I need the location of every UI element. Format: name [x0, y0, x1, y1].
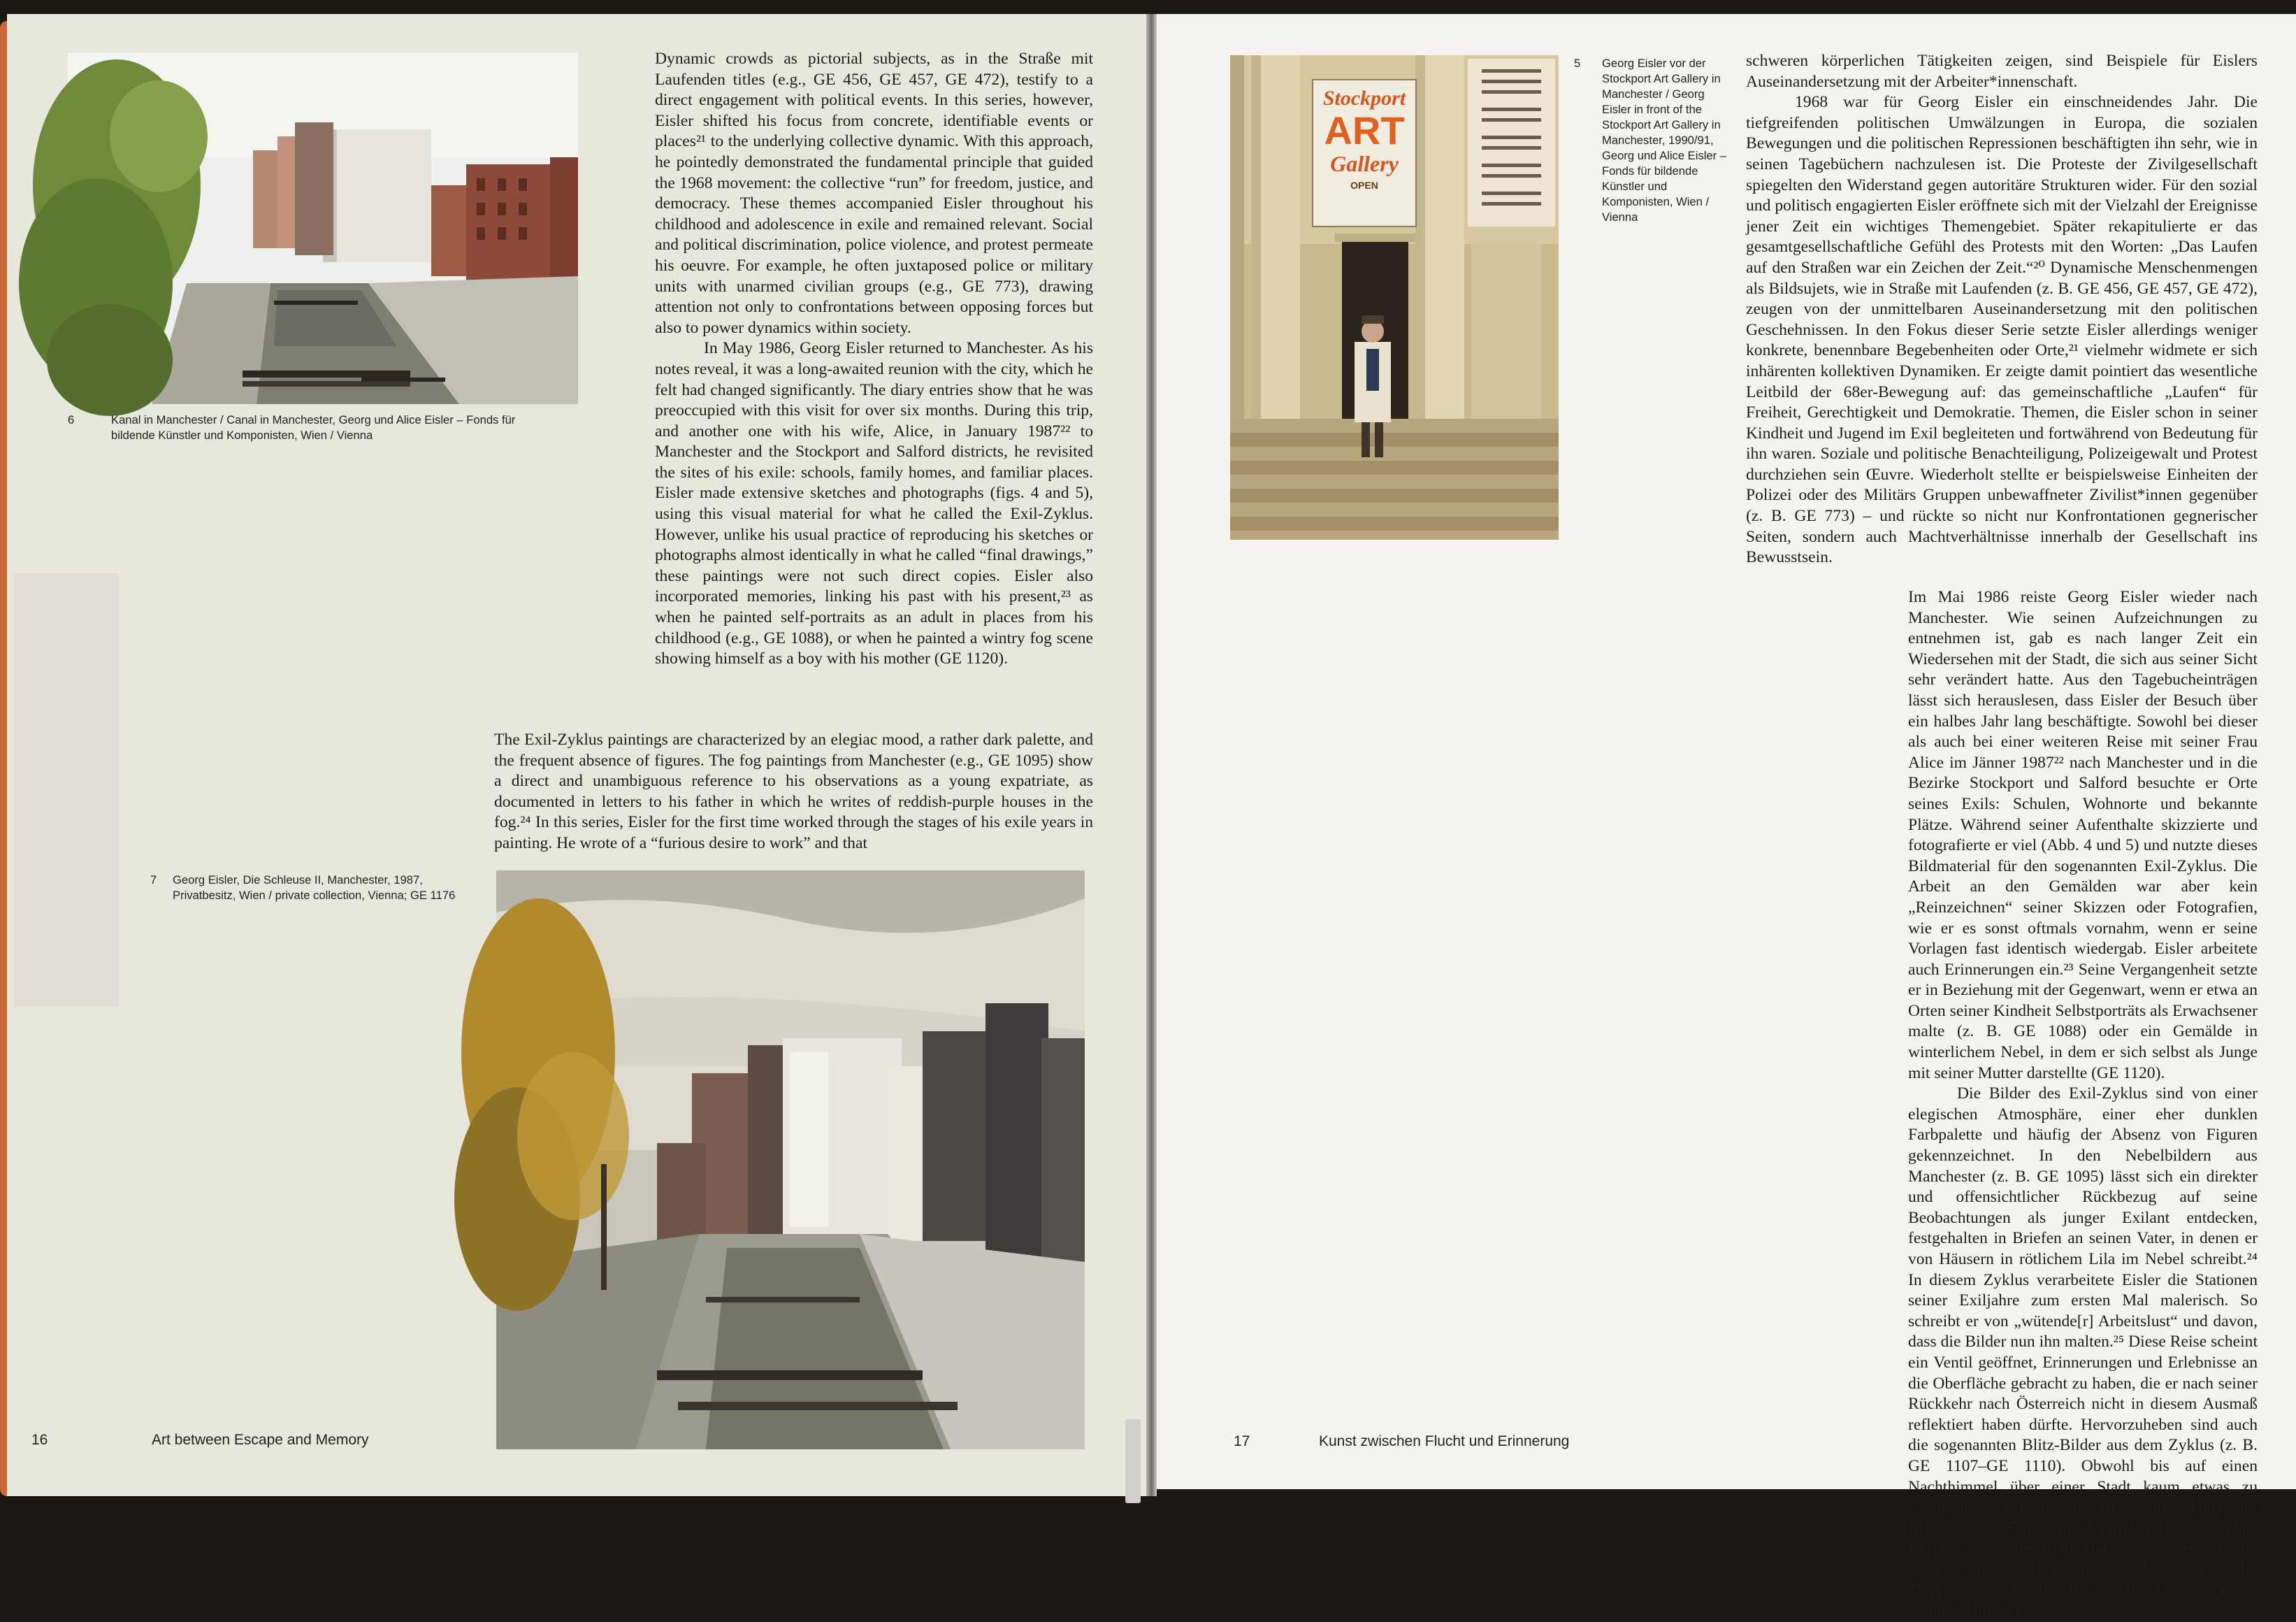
show-through-shadow — [14, 573, 119, 1007]
right-lower-text — [1908, 587, 2258, 1622]
paragraph: Im Mai 1986 reiste Georg Eisler wieder nach Manchester. Wie seinen Aufzeichnungen zu entnehmen ist, gab es nach langer Zeit ein Wiedersehen mit der Stadt, die sich aus seiner Sicht sehr verändert hatte. Aus den Tagebucheinträgen lässt sich herauslesen, dass Eisler der Besuch über ein halbes Jahr lang beschäftigte. Sowohl bei dieser als auch bei einer weiteren Reise mit seiner Frau Alice im Jänner 1987²² nach Manchester und in die Bezirke Stockport und Salford besuchte er Orte seines Exils: Schulen, Wohnorte und bekannte Plätze. Während seiner Aufenthalte skizzierte und fotografierte er viel (Abb. 4 und 5) und nutzte dieses Bildmaterial für den sogenannten Exil-Zyklus. Die Arbeit an den Gemälden war aber kein „Reinzeichnen“ seiner Skizzen oder Fotografien, wie er es sonst oftmals vornahm, wenn er seine Vorlagen fast identisch wiedergab. Eisler arbeitete auch Erinnerungen ein.²³ Seine Vergangenheit setzte er in Beziehung mit der Gegenwart, wenn er etwa an Orten seiner Kindheit Selbstporträts als Erwachsener malte (z. B. GE 1088) oder ein Gemälde in winterlichem Nebel, in dem er sich selbst als Junge mit seiner Mutter darstellte (GE 1120). — [1908, 588, 2258, 1082]
poster-art: ART — [1324, 108, 1405, 152]
caption-text: Georg Eisler, Die Schleuse II, Manchester, 1987, Privatbesitz, Wien / private collection, Vienna; GE 1176 — [173, 873, 456, 902]
right-page-number: 17 — [1234, 1433, 1250, 1449]
bookmark-ribbon — [1125, 1419, 1141, 1503]
figure-number: 5 — [1574, 57, 1581, 70]
caption-text: Kanal in Manchester / Canal in Manchester, Georg und Alice Eisler – Fonds für bildende Künstler und Komponisten, Wien / Vienna — [111, 413, 516, 442]
left-page — [7, 14, 1146, 1496]
figure-5-gallery-photo — [1230, 55, 1559, 540]
paragraph: Die Bilder des Exil-Zyklus sind von einer elegischen Atmosphäre, einer eher dunklen Farbpalette und häufig der Absenz von Figuren gekennzeichnet. In den Nebelbildern aus Manchester (z. B. GE 1095) lässt sich ein direkter und offensichtlicher Rückbezug auf seine Beobachtungen als junger Exilant entdecken, festgehalten in Briefen an seinen Vater, in denen er von Häusern in rötlichem Lila im Nebel schreibt.²⁴ In diesem Zyklus verarbeitete Eisler die Stationen seiner Exiljahre zum ersten Mal malerisch. So schreibt er von „wütende[r] Arbeitslust“ und davon, dass die Bilder nun ihn malten.²⁵ Diese Reise scheint ein Ventil geöffnet, Erinnerungen und Erlebnisse an die Oberfläche gebracht zu haben, die er nach seiner Rückkehr nach Österreich nicht in diesem Ausmaß reflektiert haben dürfte. Hervorzuheben sind auch die sogenannten Blitz-Bilder aus dem Zyklus (z. B. GE 1107–GE 1110). Obwohl bis auf einen Nachthimmel über einer Stadt kaum etwas zu erkennen ist, erzählen die Titel vom „Manchester Blitz“, einer Serie von Angriffen der deutschen Luftwaffe im Jahr 1940. Bei einem jener Angriffe harrte Eisler im Haus einer Nachbarin unter der Treppe aus, der durch das Bombardement rot gefärbte Himmel — [1908, 1084, 2258, 1621]
left-wide-text — [494, 730, 1093, 854]
paragraph: schweren körperlichen Tätigkeiten zeigen, sind Beispiele für Eislers Auseinandersetzung mit der Arbeiter*innenschaft. — [1746, 52, 2258, 91]
left-page-number: 16 — [31, 1432, 48, 1448]
left-text-column — [655, 49, 1093, 670]
right-page — [1157, 14, 2296, 1621]
paragraph: 1968 war für Georg Eisler ein einschneidendes Jahr. Die tiefgreifenden politischen Umwälzungen in Europa, die sozialen Bewegungen und die politischen Repressionen beschäftigten ihn sehr, wie in seinen Tagebüchern nachzulesen ist. Die Proteste der Zivilgesellschaft spiegelten den Widerstand gegen autoritäre Strukturen wider. Für den sozial und politisch engagierten Eisler eröffnete sich mit der Vielzahl der Ereignisse jener Zeit ein wichtiges Themengebiet. Später rekapitulierte er das gesamtgesellschaftliche Gefühl des Protests mit den Worten: „Das Laufen auf den Straßen war ein Zeichen der Zeit.“²⁰ Dynamische Menschenmengen als Bildsujets, wie in Straße mit Laufenden (z. B. GE 456, GE 457, GE 472), zeugen von der unmittelbaren Auseinandersetzung mit den politischen Geschehnissen. In den Fokus dieser Serie setzte Eisler allerdings weniger konkrete, benennbare Begebenheiten oder Orte,²¹ vielmehr widmete er sich inhärenten kollektiven Dynamiken. Er zeigte damit pointiert das wesentliche Leitbild der 68er-Bewegung auf: das gemeinschaftliche „Laufen“ für Freiheit, Gerechtigkeit und Demokratie. Themen, die Eisler schon in seiner Kindheit und Jugend im Exil begleiteten und fortwährend von Bedeutung für ihn waren. Soziale und politische Benachteiligung, Polizeigewalt und Protest durchziehen sein Œuvre. Wiederholt stellte er beispielsweise Einheiten der Polizei oder des Militärs Gruppen unbewaffneter Zivilist*innen gegenüber (z. B. GE 773) – und rückte so nicht nur Konfrontationen gegnerischer Seiten, sondern auch Machtverhältnisse innerhalb der Gesellschaft ins Bewusstsein. — [1746, 93, 2258, 567]
poster-gallery: Gallery — [1330, 151, 1399, 176]
poster-stockport: Stockport — [1322, 87, 1406, 110]
right-running-title: Kunst zwischen Flucht und Erinnerung — [1319, 1433, 1570, 1449]
paragraph: The Exil-Zyklus paintings are characterized by an elegiac mood, a rather dark palette, and the frequent absence of figures. The fog paintings from Manchester (e.g., GE 1095) show a direct and unambiguous reference to his observations as a young expatriate, as documented in letters to his father in which he writes of reddish-purple houses in the fog.²⁴ In this series, Eisler for the first time worked through the stages of his exile years in painting. He wrote of a “furious desire to work” and that — [494, 731, 1093, 852]
poster-open: OPEN — [1350, 180, 1378, 191]
book-gutter — [1146, 14, 1157, 1496]
paragraph: Dynamic crowds as pictorial subjects, as in the Straße mit Laufenden titles (e.g., GE 456, GE 457, GE 472), testify to a direct engagement with political events. In this series, however, Eisler shifted his focus from concrete, identifiable events or places²¹ to the underlying collective dynamic. With this approach, he pointedly demonstrated the fundamental principle that guided the 1968 movement: the collective “run” for freedom, justice, and democracy. These themes accompanied Eisler throughout his childhood and adolescence in exile and remained relevant. Social and political discrimination, police violence, and protest permeate his oeuvre. For example, he often juxtaposed police or military units with unarmed civilian groups (e.g., GE 773), drawing attention not only to confrontations between opposing forces but also to power dynamics within society. — [655, 50, 1093, 337]
paragraph: In May 1986, Georg Eisler returned to Manchester. As his notes reveal, it was a long-awaited reunion with the city, which he felt had changed significantly. The diary entries show that he was preoccupied with this visit for over six months. During this trip, and another one with his wife, Alice, in January 1987²² to Manchester and the Stockport and Salford districts, he revisited the sites of his exile: schools, family homes, and familiar places. Eisler made extensive sketches and photographs (figs. 4 and 5), using this visual material for what he called the Exil-Zyklus. However, unlike his usual practice of reproducing his sketches or photographs almost identically in what he called “final drawings,” these paintings were not such direct copies. Eisler also incorporated memories, linking his past with his present,²³ as when he painted self-portraits as an adult in places from his childhood (e.g., GE 1088), or when he painted a wintry fog scene showing himself as a boy with his mother (GE 1120). — [655, 339, 1093, 668]
caption-text: Georg Eisler vor der Stockport Art Gallery in Manchester / Georg Eisler in front of the Stockport Art Gallery in Manchester, 1990/91, Georg und Alice Eisler – Fonds für bildende Künstler und Komponisten, Wien / Vienna — [1602, 57, 1727, 224]
figure-7-painting — [496, 870, 1085, 1449]
figure-number: 7 — [150, 873, 157, 887]
figure-6-canal-photo — [68, 52, 578, 404]
right-upper-text — [1746, 51, 2258, 568]
left-running-title: Art between Escape and Memory — [152, 1432, 369, 1448]
figure-number: 6 — [68, 413, 75, 426]
